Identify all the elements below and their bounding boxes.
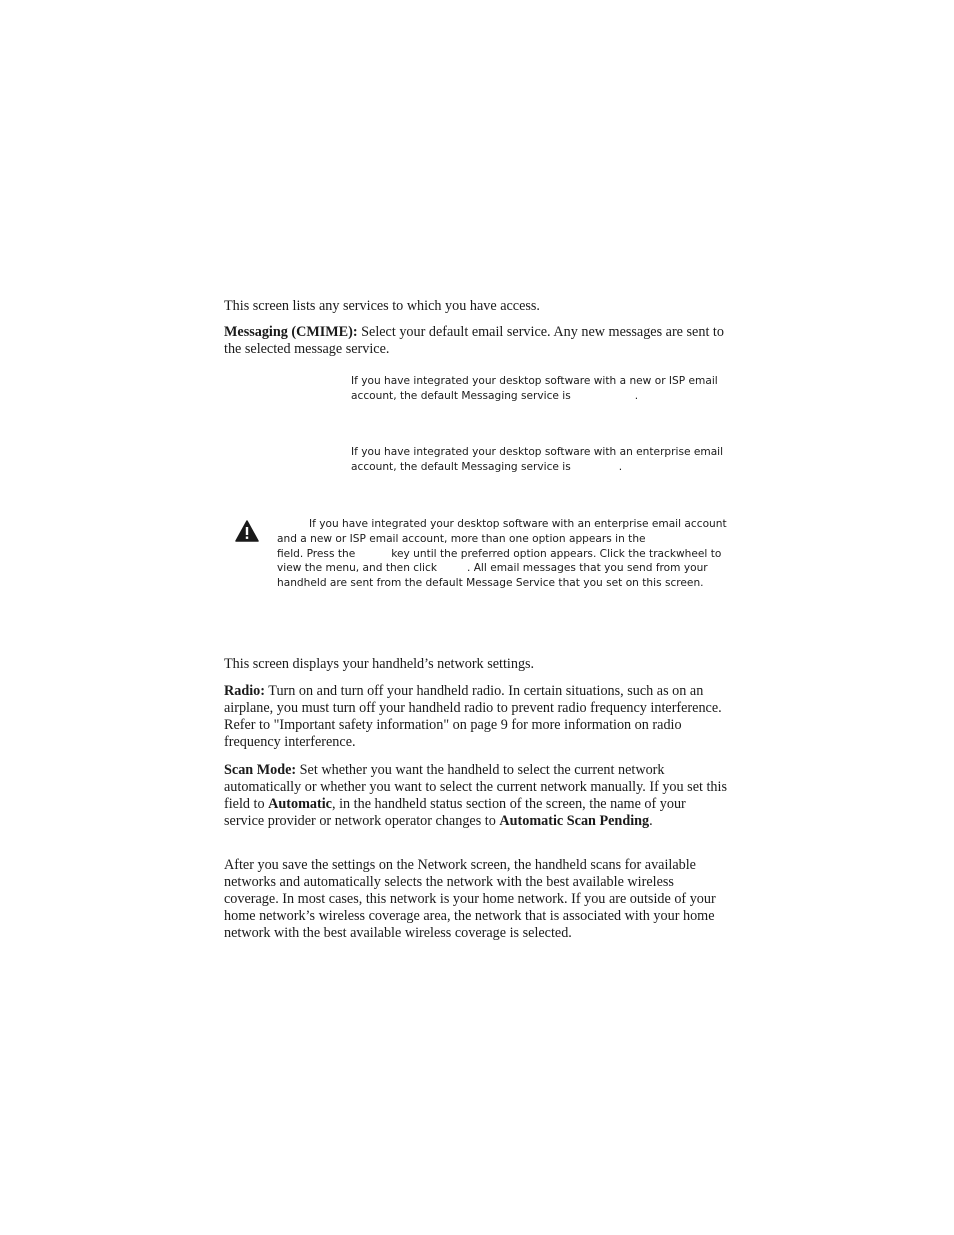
network-intro: This screen displays your handheld’s network settings. (224, 656, 535, 672)
scan-mode-paragraph: Scan Mode: Set whether you want the handheld to select the current network automatically or whether you want to select the current network manually. If you set this field to Automatic, in the handheld status section of the screen, the name of your service provider or network operator changes to Automatic Scan Pending. (224, 762, 727, 829)
after-save-paragraph: After you save the settings on the Network screen, the handheld scans for available networks and automatically selects the network with the best available wireless coverage. In most cases, this network is your home network. If you are outside of your home network’s wireless coverage area, the network that is associated with your home network with the best available wireless coverage is selected. (224, 857, 716, 941)
messaging-text: Select your default email service. Any new messages are sent to the selected message service. (224, 324, 724, 357)
radio-label: Radio: (224, 683, 265, 699)
radio-text: Turn on and turn off your handheld radio. In certain situations, such as on an airplane, you must turn off your handheld radio to prevent radio frequency interference. Refer to "Important safety information" on page 9 for more information on radio frequency interference. (224, 683, 722, 750)
services-intro: This screen lists any services to which you have access. (224, 298, 540, 314)
scan-mode-label: Scan Mode: (224, 762, 297, 778)
messaging-label: Messaging (CMIME): (224, 324, 358, 340)
warning-text: If you have integrated your desktop software with an enterprise email account and a new or ISP email account, more than one option appears in thefield. Press the key until the preferred option appears. Click the trackwheel to view the menu, and then click . All email messages that you send from your handheld are sent from the default Message Service that you set on this screen. (277, 518, 727, 590)
messaging-paragraph (224, 324, 729, 358)
radio-paragraph (224, 683, 729, 751)
note-isp: If you have integrated your desktop software with a new or ISP email account, the default Messaging service is . (351, 375, 718, 402)
note-enterprise: If you have integrated your desktop software with an enterprise email account, the default Messaging service is . (351, 446, 724, 473)
warning-triangle-icon (235, 520, 259, 542)
